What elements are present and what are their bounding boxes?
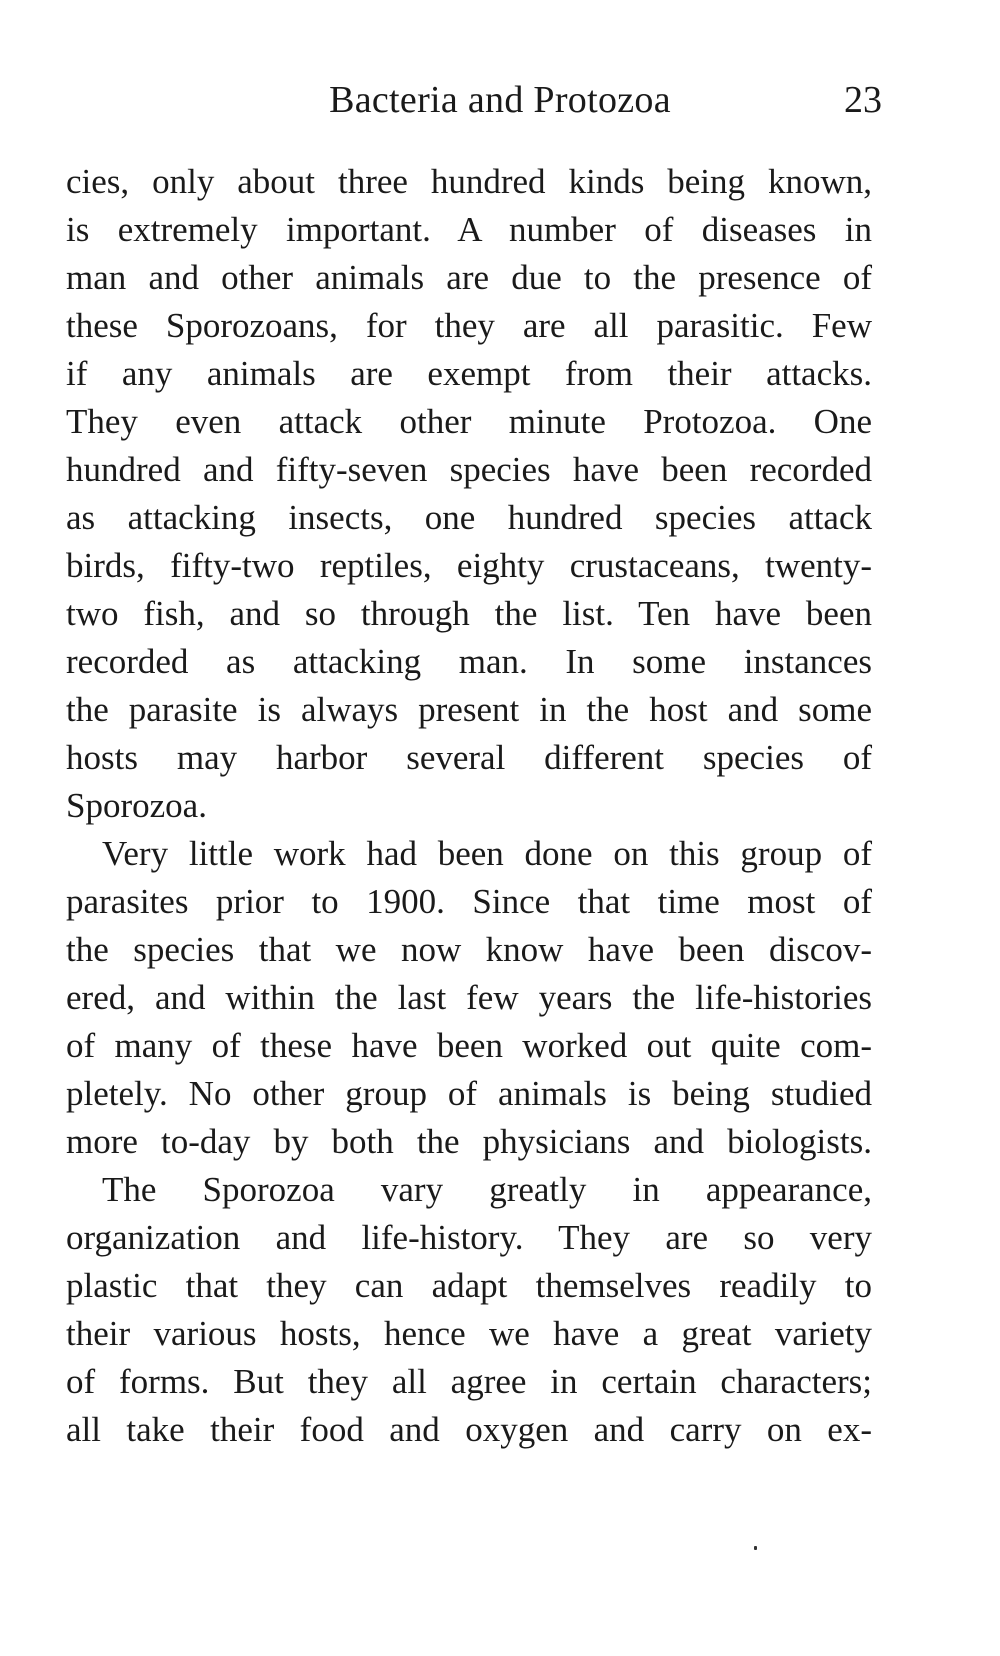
ink-speck xyxy=(754,1546,757,1550)
running-title: Bacteria and Protozoa xyxy=(329,79,671,121)
paragraph-1 xyxy=(66,158,872,830)
text-line: pletely. No other group of animals is being studied xyxy=(66,1074,872,1113)
text-line: the parasite is always present in the host and some xyxy=(66,690,872,729)
text-line: parasites prior to 1900. Since that time most of xyxy=(66,882,872,921)
text-line: more to-day by both the physicians and biologists. xyxy=(66,1122,872,1161)
text-line: They even attack other minute Protozoa. One xyxy=(66,402,872,441)
text-line: recorded as attacking man. In some instances xyxy=(66,642,872,681)
text-line: these Sporozoans, for they are all parasitic. Few xyxy=(66,306,872,345)
text-line: of forms. But they all agree in certain characters; xyxy=(66,1362,872,1401)
text-line: The Sporozoa vary greatly in appearance, xyxy=(102,1170,872,1209)
text-line: hundred and fifty-seven species have been recorded xyxy=(66,450,872,489)
text-line: Very little work had been done on this group of xyxy=(102,834,872,873)
paragraph-3 xyxy=(66,1166,872,1454)
text-line: as attacking insects, one hundred species attack xyxy=(66,498,872,537)
text-line: all take their food and oxygen and carry on ex- xyxy=(66,1410,872,1449)
text-line: Sporozoa. xyxy=(66,786,207,825)
text-line: is extremely important. A number of diseases in xyxy=(66,210,872,249)
text-line: of many of these have been worked out quite com- xyxy=(66,1026,872,1065)
paragraph-2 xyxy=(66,830,872,1166)
text-line: two fish, and so through the list. Ten have been xyxy=(66,594,872,633)
text-line: hosts may harbor several different species of xyxy=(66,738,872,777)
running-head xyxy=(0,78,1000,128)
body-text xyxy=(66,158,872,1454)
text-line: man and other animals are due to the presence of xyxy=(66,258,872,297)
text-line: their various hosts, hence we have a great variety xyxy=(66,1314,872,1353)
text-line: the species that we now know have been discov- xyxy=(66,930,872,969)
text-line: cies, only about three hundred kinds being known, xyxy=(66,162,872,201)
text-line: if any animals are exempt from their attacks. xyxy=(66,354,872,393)
text-line: plastic that they can adapt themselves readily to xyxy=(66,1266,872,1305)
text-line: birds, fifty-two reptiles, eighty crustaceans, twenty- xyxy=(66,546,872,585)
text-line: ered, and within the last few years the life-histories xyxy=(66,978,872,1017)
text-line: organization and life-history. They are so very xyxy=(66,1218,872,1257)
page-number: 23 xyxy=(844,79,882,121)
